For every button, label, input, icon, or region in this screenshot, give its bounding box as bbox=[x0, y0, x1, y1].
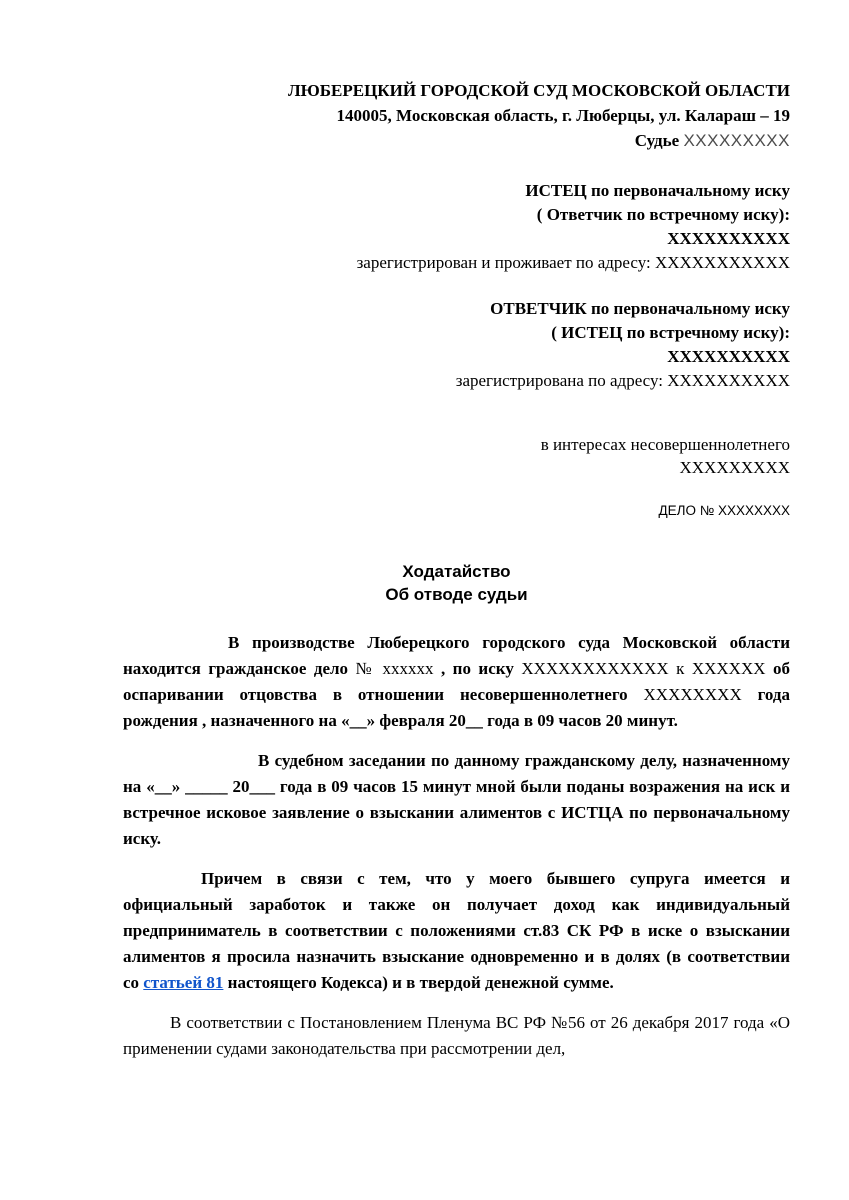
document-title bbox=[123, 560, 790, 606]
minor-interest-line: в интересах несовершеннолетнего bbox=[540, 435, 790, 454]
p1-text-2: , по иску bbox=[440, 659, 522, 678]
defendant-counter-role-line: ( ИСТЕЦ по встречному иску): bbox=[551, 323, 790, 342]
court-name: ЛЮБЕРЕЦКИЙ ГОРОДСКОЙ СУД МОСКОВСКОЙ ОБЛАСТИ bbox=[287, 81, 790, 100]
article-81-link[interactable]: статьей 81 bbox=[143, 973, 224, 992]
judge-label: Судье bbox=[634, 131, 680, 150]
p1-text-3: об оспаривании отцовства в отношении несовершеннолетнего bbox=[123, 659, 790, 704]
p1-case-number-placeholder: № хххххх bbox=[355, 659, 441, 678]
plaintiff-block bbox=[123, 179, 790, 275]
paragraph-alimony bbox=[123, 866, 790, 996]
plaintiff-address-line: зарегистрирован и проживает по адресу: ХХХХХХХХХХХ bbox=[356, 253, 790, 272]
defendant-name-placeholder: ХХХХХХХХХХ bbox=[667, 347, 790, 366]
court-address: 140005, Московская область, г. Люберцы, ул. Калараш – 19 bbox=[336, 106, 790, 125]
p1-parties-placeholder: ХХХХХХХХХХХХ к ХХХХХХ bbox=[521, 659, 773, 678]
defendant-block bbox=[123, 297, 790, 393]
defendant-address-line: зарегистрирована по адресу: ХХХХХХХХХХ bbox=[455, 371, 790, 390]
p3-text-1: Причем в связи с тем, что у моего бывшего супруга имеется и официальный заработок и также он получает доход как индивидуальный предприниматель в соответствии с положениями ст.83 СК РФ в иске о взыскании алиментов я просила назначить взыскание одновременно и в долях (в соответствии со bbox=[123, 869, 790, 992]
document-title-line1: Ходатайство bbox=[402, 562, 511, 581]
plaintiff-role-line: ИСТЕЦ по первоначальному иску bbox=[525, 181, 790, 200]
p3-text-2: настоящего Кодекса) и в твердой денежной сумме. bbox=[223, 973, 614, 992]
case-number: ДЕЛО № ХХХХХХХХ bbox=[658, 503, 790, 518]
paragraph-hearing: В судебном заседании по данному гражданскому делу, назначенному на «__» _____ 20___ года в 09 часов 15 минут мной были поданы возражения на иск и встречное исковое заявление о взыскании алиментов с ИСТЦА по первоначальному иску. bbox=[123, 751, 790, 848]
p1-text-1: В производстве Люберецкого городского суда Московской области находится гражданское дело bbox=[123, 633, 790, 678]
plaintiff-counter-role-line: ( Ответчик по встречному иску): bbox=[536, 205, 790, 224]
minor-name-placeholder: ХХХХХХХХХ bbox=[679, 458, 790, 477]
judge-name-placeholder: ХХХХХХХХХ bbox=[683, 131, 790, 150]
defendant-role-line: ОТВЕТЧИК по первоначальному иску bbox=[490, 299, 790, 318]
p1-text-4: года рождения , назначенного на «__» февраля 20__ года в 09 часов 20 минут. bbox=[123, 685, 791, 730]
judge-line bbox=[123, 128, 790, 153]
document-header bbox=[123, 78, 790, 153]
paragraph-case-description bbox=[123, 630, 790, 734]
document-title-line2: Об отводе судьи bbox=[385, 585, 528, 604]
p1-minor-placeholder: ХХХХХХХХ bbox=[643, 685, 758, 704]
paragraph-plenum-reference: В соответствии с Постановлением Пленума ВС РФ №56 от 26 декабря 2017 года «О применении судами законодательства при рассмотрении дел, bbox=[123, 1013, 790, 1058]
plaintiff-name-placeholder: ХХХХХХХХХХ bbox=[667, 229, 790, 248]
minor-interest-block bbox=[123, 433, 790, 479]
